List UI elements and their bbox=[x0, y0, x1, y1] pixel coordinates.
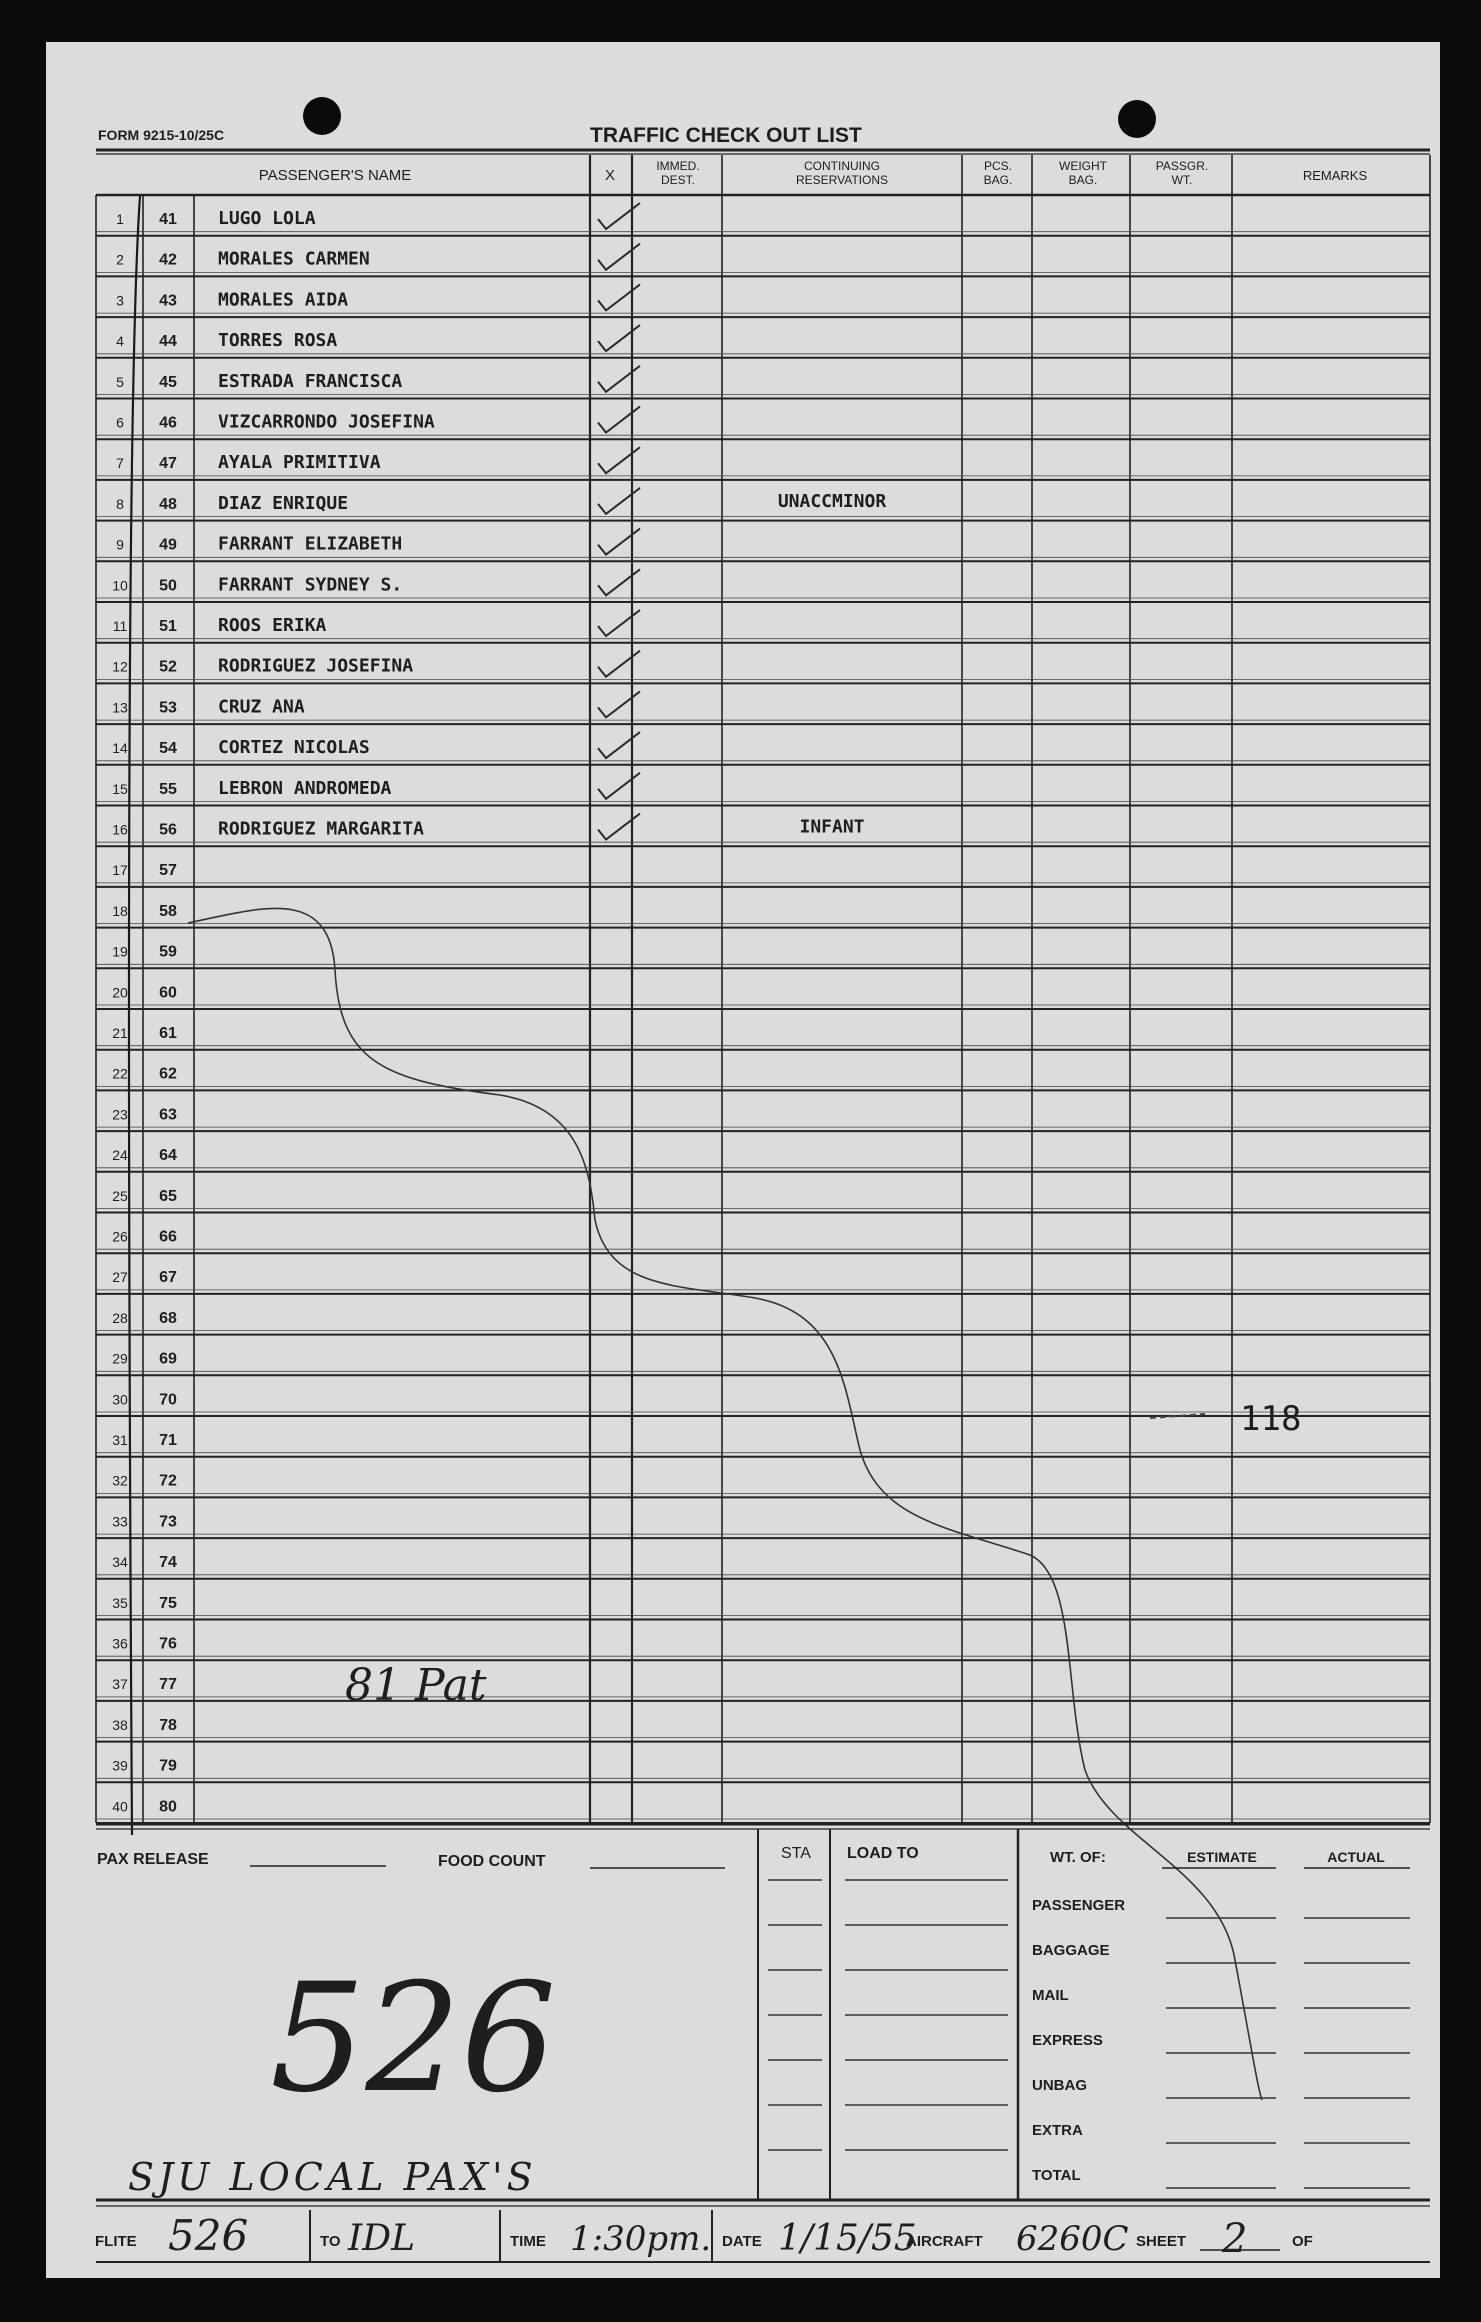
row-line-number: 1 bbox=[116, 211, 124, 227]
weight-rows bbox=[1032, 1897, 1410, 2188]
weight-row-label: MAIL bbox=[1032, 1987, 1069, 2004]
row-line-number: 21 bbox=[112, 1025, 128, 1041]
row-seat-number: 47 bbox=[159, 455, 177, 473]
passenger-name: VIZCARRONDO JOSEFINA bbox=[218, 411, 435, 433]
row-seat-number: 44 bbox=[159, 333, 177, 351]
row-seat-number: 67 bbox=[159, 1269, 177, 1287]
row-line-number: 15 bbox=[112, 780, 128, 797]
wt-of-label: WT. OF: bbox=[1050, 1849, 1106, 1866]
row-line-number: 14 bbox=[112, 740, 128, 757]
col-x: X bbox=[604, 167, 616, 184]
handwritten-squiggle-line bbox=[188, 908, 1262, 2100]
col-passgr-wt-2: WT. bbox=[1171, 173, 1193, 187]
continuing-reservation: UNACCMINOR bbox=[777, 490, 887, 512]
row-seat-number: 75 bbox=[159, 1594, 177, 1612]
passenger-name: DIAZ ENRIQUE bbox=[218, 492, 349, 514]
row-seat-number: 54 bbox=[159, 740, 177, 758]
row-line-number: 4 bbox=[116, 333, 124, 350]
row-line-number: 9 bbox=[116, 536, 124, 553]
row-line-number: 17 bbox=[112, 862, 128, 879]
to-value: IDL bbox=[348, 2218, 415, 2259]
row-seat-number: 69 bbox=[159, 1350, 177, 1368]
col-weight-bag-2: BAG. bbox=[1068, 173, 1098, 187]
form-number: FORM 9215-10/25C bbox=[98, 127, 225, 143]
table-row bbox=[112, 1269, 177, 1286]
col-immed-dest-1: IMMED. bbox=[656, 159, 700, 173]
row-line-number: 19 bbox=[112, 943, 128, 960]
pax-release-label: PAX RELEASE bbox=[97, 1851, 209, 1868]
row-line-number: 13 bbox=[112, 699, 128, 716]
row-line-number: 32 bbox=[112, 1472, 128, 1489]
handwritten-flight-526: 526 bbox=[270, 1952, 557, 2126]
row-seat-number: 68 bbox=[159, 1309, 177, 1327]
row-line-number: 24 bbox=[112, 1147, 128, 1164]
row-seat-number: 53 bbox=[159, 699, 177, 717]
continuing-reservation: INFANT bbox=[799, 816, 865, 838]
table-row bbox=[112, 1676, 177, 1693]
row-line-number: 5 bbox=[116, 373, 124, 390]
passenger-name: FARRANT ELIZABETH bbox=[218, 533, 403, 555]
row-seat-number: 59 bbox=[159, 943, 177, 961]
table-row bbox=[112, 1432, 177, 1449]
row-line-number: 27 bbox=[112, 1269, 128, 1286]
row-seat-number: 70 bbox=[159, 1391, 177, 1409]
flite-value: 526 bbox=[168, 2211, 249, 2260]
weight-row-label: BAGGAGE bbox=[1032, 1942, 1110, 1959]
handwritten-sju-local-paxs: SJU LOCAL PAX'S bbox=[128, 2155, 537, 2199]
col-remarks: REMARKS bbox=[1302, 168, 1368, 183]
row-seat-number: 41 bbox=[159, 211, 177, 228]
row-seat-number: 79 bbox=[159, 1757, 177, 1775]
weight-row-label: EXPRESS bbox=[1032, 2032, 1103, 2049]
sheet-value: 2 bbox=[1222, 2216, 1248, 2262]
time-value: 1:30pm. bbox=[570, 2219, 712, 2259]
row-seat-number: 57 bbox=[159, 862, 177, 880]
row-line-number: 26 bbox=[112, 1228, 128, 1245]
col-continuing-2: RESERVATIONS bbox=[795, 173, 889, 187]
row-seat-number: 58 bbox=[159, 902, 177, 920]
passenger-name: CRUZ ANA bbox=[218, 696, 305, 718]
col-continuing-1: CONTINUING bbox=[804, 159, 880, 173]
estimate-label: ESTIMATE bbox=[1187, 1849, 1257, 1865]
passenger-name: RODRIGUEZ JOSEFINA bbox=[218, 655, 414, 677]
table-row bbox=[112, 1106, 177, 1123]
row-seat-number: 72 bbox=[159, 1472, 177, 1490]
punch-hole-left bbox=[303, 97, 341, 135]
sta-load-lines bbox=[768, 1880, 1008, 2150]
row-seat-number: 42 bbox=[159, 251, 177, 269]
table-row bbox=[112, 1758, 177, 1775]
passenger-name: TORRES ROSA bbox=[218, 330, 338, 352]
row-seat-number: 48 bbox=[159, 495, 177, 513]
row-line-number: 12 bbox=[112, 658, 128, 675]
table-row bbox=[112, 1473, 177, 1490]
sheet-label: SHEET bbox=[1136, 2233, 1187, 2250]
row-seat-number: 49 bbox=[159, 536, 177, 554]
row-line-number: 22 bbox=[112, 1065, 128, 1082]
weight-row-label: TOTAL bbox=[1032, 2167, 1081, 2184]
table-row bbox=[112, 569, 640, 595]
col-passenger-name: PASSENGER'S NAME bbox=[258, 167, 412, 184]
row-line-number: 16 bbox=[112, 821, 128, 838]
table-row bbox=[112, 1798, 177, 1815]
table-row bbox=[112, 1188, 177, 1205]
table-row bbox=[112, 1351, 177, 1368]
aircraft-label: AIRCRAFT bbox=[906, 2233, 983, 2250]
row-line-number: 30 bbox=[112, 1391, 128, 1408]
col-passgr-wt-1: PASSGR. bbox=[1155, 159, 1209, 173]
row-seat-number: 73 bbox=[159, 1513, 177, 1531]
table-row bbox=[112, 984, 177, 1001]
row-seat-number: 52 bbox=[159, 658, 177, 676]
row-seat-number: 78 bbox=[159, 1716, 177, 1734]
checkmark-icon bbox=[598, 244, 640, 270]
row-seat-number: 63 bbox=[159, 1106, 177, 1124]
row-line-number: 7 bbox=[116, 455, 124, 472]
table-row bbox=[112, 691, 640, 717]
row-seat-number: 61 bbox=[159, 1025, 177, 1042]
to-label: TO bbox=[320, 2233, 341, 2250]
row-line-number: 29 bbox=[112, 1350, 128, 1367]
row-seat-number: 62 bbox=[159, 1065, 177, 1083]
checkmark-icon bbox=[598, 203, 640, 229]
row-line-number: 2 bbox=[116, 251, 124, 268]
load-to-label: LOAD TO bbox=[847, 1845, 919, 1862]
checkmark-icon bbox=[598, 569, 640, 595]
passenger-name: AYALA PRIMITIVA bbox=[218, 452, 381, 474]
row-line-number: 37 bbox=[112, 1676, 128, 1693]
row-line-number: 23 bbox=[112, 1106, 128, 1123]
table-row bbox=[116, 488, 886, 514]
table-row bbox=[112, 1391, 177, 1408]
sta-label: STA bbox=[781, 1845, 811, 1862]
passenger-name: MORALES CARMEN bbox=[218, 248, 370, 270]
time-label: TIME bbox=[510, 2233, 546, 2250]
flite-label: FLITE bbox=[95, 2233, 137, 2250]
col-pcs-bag-1: PCS. bbox=[983, 159, 1013, 173]
row-line-number: 40 bbox=[112, 1798, 128, 1815]
row-seat-number: 50 bbox=[159, 577, 177, 595]
col-immed-dest-2: DEST. bbox=[660, 173, 696, 187]
row-line-number: 11 bbox=[112, 618, 128, 634]
weight-row-label: EXTRA bbox=[1032, 2122, 1083, 2139]
row-seat-number: 60 bbox=[159, 984, 177, 1002]
passenger-name: CORTEZ NICOLAS bbox=[218, 737, 370, 759]
row-line-number: 6 bbox=[116, 414, 124, 431]
aircraft-value: 6260C bbox=[1016, 2219, 1129, 2259]
row-line-number: 28 bbox=[112, 1309, 128, 1326]
row-seat-number: 74 bbox=[159, 1554, 177, 1572]
table-row bbox=[112, 1636, 177, 1653]
checkmark-icon bbox=[598, 529, 640, 555]
table-row bbox=[112, 651, 640, 677]
passenger-name: FARRANT SYDNEY S. bbox=[218, 574, 403, 596]
row-line-number: 39 bbox=[112, 1757, 128, 1774]
col-pcs-bag-2: BAG. bbox=[983, 173, 1013, 187]
row-seat-number: 76 bbox=[159, 1635, 177, 1653]
row-line-number: 8 bbox=[116, 495, 124, 512]
row-line-number: 36 bbox=[112, 1635, 128, 1652]
table-row bbox=[112, 1147, 177, 1164]
checkmark-icon bbox=[598, 651, 640, 677]
passenger-name: MORALES AIDA bbox=[218, 289, 349, 311]
checkmark-icon bbox=[598, 407, 640, 433]
table-row bbox=[112, 944, 177, 961]
table-row bbox=[112, 1066, 177, 1083]
row-line-number: 3 bbox=[116, 292, 124, 309]
row-line-number: 25 bbox=[112, 1187, 128, 1204]
margin-handwritten-line bbox=[129, 196, 140, 1835]
row-line-number: 18 bbox=[112, 902, 128, 919]
row-line-number: 38 bbox=[112, 1716, 128, 1733]
row-line-number: 34 bbox=[112, 1554, 128, 1571]
table-lines bbox=[96, 155, 1430, 1823]
checkmark-icon bbox=[598, 773, 640, 799]
table-row bbox=[112, 1513, 177, 1530]
passenger-name: ESTRADA FRANCISCA bbox=[218, 370, 403, 392]
punch-hole-right bbox=[1118, 100, 1156, 138]
checkmark-icon bbox=[598, 814, 640, 840]
table-row bbox=[112, 903, 177, 920]
of-label: OF bbox=[1292, 2233, 1313, 2250]
table-row bbox=[112, 1595, 177, 1612]
row-seat-number: 66 bbox=[159, 1228, 177, 1246]
remarks-118: 118 bbox=[1240, 1399, 1302, 1439]
table-row bbox=[112, 1554, 177, 1571]
row-line-number: 35 bbox=[112, 1594, 128, 1611]
form-title: TRAFFIC CHECK OUT LIST bbox=[590, 124, 862, 147]
table-row bbox=[112, 773, 640, 799]
row-seat-number: 80 bbox=[159, 1798, 177, 1816]
table-row bbox=[112, 814, 864, 840]
row-seat-number: 46 bbox=[159, 414, 177, 432]
table-row bbox=[113, 610, 640, 636]
weight-row-label: UNBAG bbox=[1032, 2077, 1087, 2094]
weight-row-label: PASSENGER bbox=[1032, 1897, 1126, 1914]
row-seat-number: 56 bbox=[159, 821, 177, 839]
passenger-name: LEBRON ANDROMEDA bbox=[218, 777, 392, 799]
food-count-label: FOOD COUNT bbox=[438, 1853, 546, 1870]
row-seat-number: 45 bbox=[159, 373, 177, 391]
row-line-number: 31 bbox=[112, 1432, 128, 1448]
date-label: DATE bbox=[722, 2233, 762, 2250]
checkmark-icon bbox=[598, 284, 640, 310]
passenger-name: LUGO LOLA bbox=[218, 208, 316, 229]
row-seat-number: 51 bbox=[159, 618, 177, 635]
row-seat-number: 43 bbox=[159, 292, 177, 310]
table-row bbox=[112, 1717, 177, 1734]
row-line-number: 33 bbox=[112, 1513, 128, 1530]
passenger-name: ROOS ERIKA bbox=[218, 615, 327, 636]
checkmark-icon bbox=[598, 325, 640, 351]
passenger-name: RODRIGUEZ MARGARITA bbox=[218, 818, 424, 840]
checkmark-icon bbox=[598, 366, 640, 392]
date-value: 1/15/55 bbox=[778, 2218, 917, 2259]
col-weight-bag-1: WEIGHT bbox=[1059, 159, 1107, 173]
row-line-number: 10 bbox=[112, 577, 128, 594]
table-row bbox=[112, 1229, 177, 1246]
checkmark-icon bbox=[598, 610, 640, 636]
row-seat-number: 65 bbox=[159, 1187, 177, 1205]
row-seat-number: 64 bbox=[159, 1147, 177, 1165]
table-row bbox=[112, 1025, 177, 1042]
table-row bbox=[112, 862, 177, 879]
row-seat-number: 77 bbox=[159, 1676, 177, 1694]
table-row bbox=[112, 1310, 177, 1327]
table-row bbox=[112, 732, 640, 758]
checkmark-icon bbox=[598, 488, 640, 514]
checkmark-icon bbox=[598, 732, 640, 758]
checkmark-icon bbox=[598, 691, 640, 717]
checkmark-icon bbox=[598, 447, 640, 473]
row-seat-number: 71 bbox=[159, 1432, 177, 1449]
row-line-number: 20 bbox=[112, 984, 128, 1001]
row-seat-number: 55 bbox=[159, 780, 177, 798]
actual-label: ACTUAL bbox=[1327, 1849, 1385, 1865]
note-81pat: 81 Pat bbox=[345, 1660, 487, 1711]
